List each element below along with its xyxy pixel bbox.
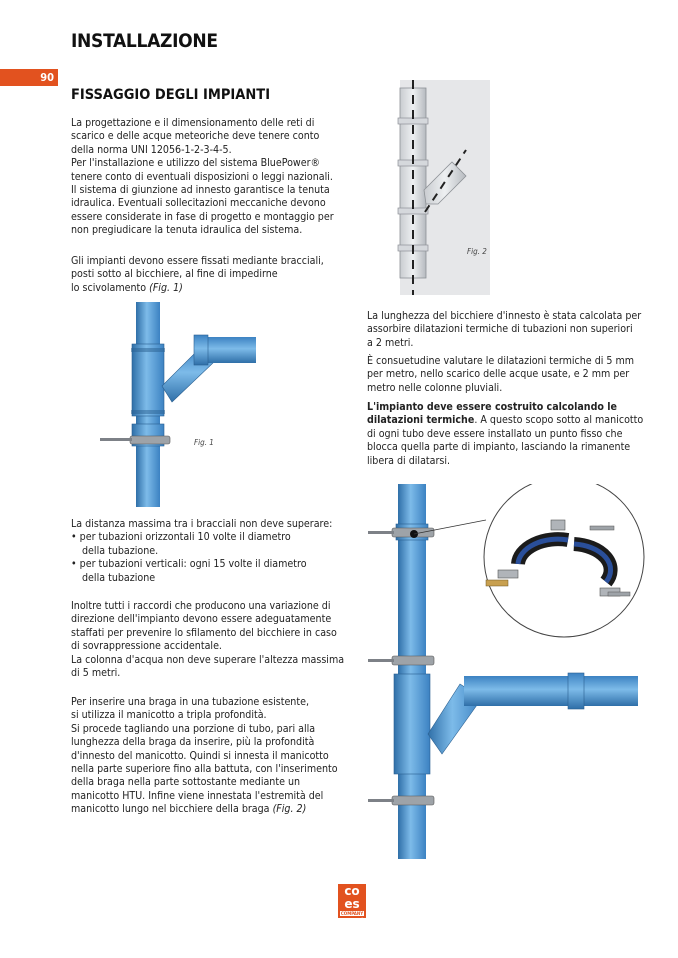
text-line: idraulica. Eventuali sollecitazioni meccaniche devono (71, 197, 326, 210)
text-line: nella parte superiore fino alla battuta, con l'inserimento (71, 763, 338, 776)
text-line: si utilizza il manicotto a tripla profondità. (71, 709, 267, 722)
text-line: posti sotto al bicchiere, al fine di impedirne (71, 268, 278, 281)
socket (194, 335, 208, 365)
bold-fragment: dilatazioni termiche (367, 414, 475, 427)
logo-text: es (344, 897, 360, 911)
screw (590, 526, 614, 530)
pipe-horizontal (206, 337, 256, 363)
bullet-item-cont: della tubazione. (82, 544, 159, 557)
text-fragment: . A questo scopo sotto al manicotto (474, 414, 644, 427)
page-title: INSTALLAZIONE (71, 30, 218, 52)
text-line: manicotto HTU. Infine viene innestata l'estremità del (71, 789, 324, 802)
bracket-paragraph (71, 255, 351, 295)
bracket-rod (368, 531, 394, 534)
threaded-boss (486, 580, 508, 586)
fittings-paragraph (71, 600, 356, 680)
bullet-item: • per tubazioni verticali: ogni 15 volte il diametro (71, 558, 307, 571)
text-line: metro nelle colonne pluviali. (367, 381, 503, 394)
figure-1-diagram (96, 302, 256, 507)
expansion-paragraph (367, 310, 652, 350)
text-line: non pregiudicare la tenuta idraulica del sistema. (71, 224, 303, 237)
fig2-caption: Fig. 2 (467, 247, 487, 256)
text-line: blocca quella parte di impianto, lasciando la rimanente (367, 441, 631, 454)
screw (608, 592, 630, 596)
socket (568, 673, 584, 709)
text-line: Inoltre tutti i raccordi che producono una variazione di (71, 600, 331, 612)
clamp-tab (498, 570, 518, 578)
text-line: tenere conto di eventuali disposizioni o leggi nazionali. (71, 170, 333, 183)
text-fragment: lo scivolamento (71, 281, 147, 294)
logo-text: co (344, 884, 360, 898)
figure-reference: (Fig. 1) (149, 281, 183, 294)
page-number-badge (0, 69, 58, 86)
text-line: assorbire dilatazioni termiche di tubazioni non superiori (367, 323, 633, 336)
text-line: staffati per prevenire lo sfilamento del bicchiere in caso (71, 626, 337, 639)
text-line: La distanza massima tra i bracciali non deve superare: (71, 518, 333, 530)
text-line: Per l'installazione e utilizzo del sistema BluePower® (71, 157, 321, 170)
wye-body (132, 344, 164, 416)
figure-reference: (Fig. 2) (272, 803, 307, 816)
text-line: La lunghezza del bicchiere d'innesto è stata calcolata per (367, 310, 642, 322)
bracket-rod (368, 659, 394, 662)
text-line (71, 282, 351, 295)
text-line: Il sistema di giunzione ad innesto garantisce la tenuta (71, 184, 330, 197)
text-line: di sovrappressione accidentale. (71, 640, 222, 653)
logo-tag: COMPANY (340, 911, 364, 916)
text-line: lunghezza della braga da inserire, più la profondità (71, 736, 315, 749)
insertion-paragraph (71, 696, 356, 817)
figure-2-diagram (380, 80, 490, 295)
bullet-item-cont: della tubazione (82, 571, 156, 584)
socket-ring (131, 348, 165, 352)
text-line: È consuetudine valutare le dilatazioni termiche di 5 mm (367, 355, 635, 367)
company-logo (338, 884, 366, 921)
text-line: a 2 metri. (367, 336, 414, 349)
text-line: della norma UNI 12056-1-2-3-4-5. (71, 143, 232, 156)
socket-ring (131, 410, 165, 414)
text-line: La progettazione e il dimensionamento delle reti di (71, 117, 315, 129)
pipe-bracket (130, 436, 170, 444)
text-line: di 5 metri. (71, 667, 121, 680)
text-line: essere considerate in fase di progetto e montaggio per (71, 210, 334, 223)
bracket-rod (100, 438, 132, 441)
thermal-paragraph (367, 355, 652, 395)
clamp-tab (551, 520, 565, 530)
bullet-item: • per tubazioni orizzontali 10 volte il diametro (71, 531, 291, 544)
text-line: di ogni tubo deve essere installato un punto fisso che (367, 427, 623, 440)
wye-body (394, 674, 430, 774)
detail-zoom-circle (484, 484, 644, 637)
logo-sub: s.r.l. (355, 917, 364, 921)
bold-text-line: L'impianto deve essere costruito calcolando le (367, 401, 617, 413)
section-title: FISSAGGIO DEGLI IMPIANTI (71, 87, 271, 103)
page-number: 90 (40, 71, 54, 84)
text-line: direzione dell'impianto devono essere adeguatamente (71, 613, 332, 626)
intro-paragraph (71, 117, 351, 238)
text-line: d'innesto del manicotto. Quindi si innesta il manicotto (71, 749, 329, 762)
text-line: Si procede tagliando una porzione di tubo, pari alla (71, 722, 316, 735)
fig1-caption: Fig. 1 (194, 438, 214, 447)
text-line: per metro, nello scarico delle acque usate, e 2 mm per (367, 368, 630, 381)
text-line (71, 803, 356, 816)
pipe-horizontal (464, 676, 638, 706)
text-line: della braga nella parte sottostante mediante un (71, 776, 301, 789)
bracket-rod (368, 799, 394, 802)
text-line: Gli impianti devono essere fissati mediante bracciali, (71, 255, 324, 267)
pipe-bracket (392, 656, 434, 665)
text-fragment: manicotto lungo nel bicchiere della braga (71, 803, 270, 816)
distance-list (71, 518, 351, 585)
installation-illustration (368, 484, 668, 859)
text-line (367, 414, 652, 427)
text-line: libera di dilatarsi. (367, 454, 451, 467)
pipe-bracket (392, 796, 434, 805)
text-line: La colonna d'acqua non deve superare l'altezza massima (71, 653, 345, 666)
text-line: Per inserire una braga in una tubazione esistente, (71, 696, 309, 708)
fixed-point-paragraph (367, 401, 652, 468)
text-line: scarico e delle acque meteoriche deve tenere conto (71, 130, 320, 143)
